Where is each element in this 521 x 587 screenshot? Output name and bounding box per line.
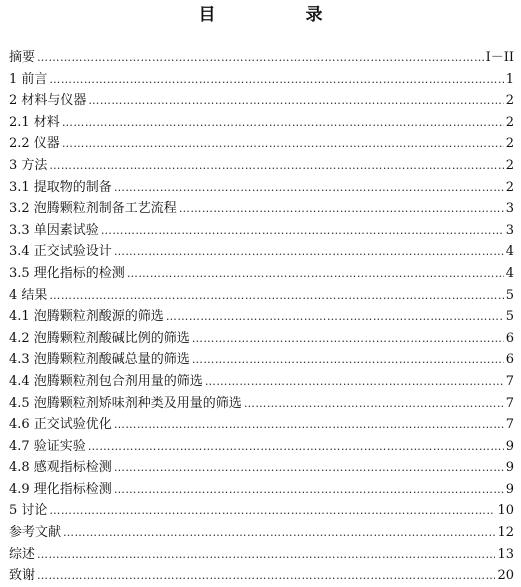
- dot-leader: [37, 544, 495, 566]
- dot-leader: [244, 393, 504, 415]
- toc-entry-page: 9: [505, 438, 514, 454]
- toc-entry-3-5: [9, 263, 514, 285]
- toc-entry-page: 4: [505, 244, 514, 260]
- toc-entry-label: 4.8 感观指标检测: [9, 460, 112, 476]
- toc-entry-page: 20: [497, 568, 514, 584]
- toc-entry-page: 2: [505, 179, 514, 195]
- toc-entry-3-4: [9, 241, 514, 263]
- dot-leader: [88, 90, 503, 112]
- toc-entry-acknowledgements: [9, 565, 514, 587]
- toc-entry-4-6: [9, 414, 514, 436]
- toc-entry-label: 4.2 泡腾颗粒剂酸碱比例的筛选: [9, 330, 190, 346]
- toc-entry-page: 5: [505, 287, 514, 303]
- toc-entry-label: 摘要: [9, 50, 36, 65]
- toc-entry-label: 4.1 泡腾颗粒剂酸源的筛选: [9, 309, 164, 325]
- toc-entry-page: 7: [505, 373, 514, 389]
- toc-entry-label: 综述: [9, 546, 36, 562]
- toc-entry-page: 6: [505, 330, 514, 346]
- toc-entry-page: I－II: [485, 50, 514, 65]
- toc-entry-page: 9: [505, 481, 514, 497]
- toc-entry-4-9: [9, 479, 514, 501]
- toc-entry-label: 3.2 泡腾颗粒剂制备工艺流程: [9, 201, 177, 217]
- toc-entry-3-3: [9, 220, 514, 242]
- toc-entry-5: [9, 500, 514, 522]
- dot-leader: [114, 177, 504, 199]
- toc-entry-page: 7: [505, 395, 514, 411]
- toc-entry-4-2: [9, 328, 514, 350]
- toc-entry-references: [9, 522, 514, 544]
- toc-entry-4-5: [9, 393, 514, 415]
- toc-entry-label: 2 材料与仪器: [9, 93, 87, 109]
- toc-entry-page: 1: [505, 71, 514, 87]
- toc-entry-label: 3.5 理化指标的检测: [9, 265, 125, 281]
- dot-leader: [62, 112, 504, 134]
- dot-leader: [49, 155, 503, 177]
- toc-entry-label: 3.3 单因素试验: [9, 222, 99, 238]
- toc-entry-label: 4.6 正交试验优化: [9, 417, 112, 433]
- toc-entry-page: 2: [505, 136, 514, 152]
- toc-entry-label: 3.4 正交试验设计: [9, 244, 112, 260]
- toc-entry-4-8: [9, 457, 514, 479]
- toc-entry-4-1: [9, 306, 514, 328]
- toc-entry-2-2: [9, 133, 514, 155]
- toc-list: [9, 47, 514, 587]
- toc-entry-2-1: [9, 112, 514, 134]
- toc-entry-label: 3 方法: [9, 157, 48, 173]
- dot-leader: [63, 522, 495, 544]
- toc-entry-4-7: [9, 436, 514, 458]
- toc-entry-4-3: [9, 349, 514, 371]
- toc-entry-page: 6: [505, 352, 514, 368]
- dot-leader: [101, 220, 504, 242]
- toc-entry-3: [9, 155, 514, 177]
- toc-entry-review: [9, 544, 514, 566]
- toc-entry-label: 4 结果: [9, 287, 48, 303]
- dot-leader: [114, 241, 504, 263]
- dot-leader: [88, 436, 504, 458]
- toc-entry-page: 4: [505, 265, 514, 281]
- toc-entry-page: 5: [505, 309, 514, 325]
- toc-entry-4: [9, 285, 514, 307]
- dot-leader: [37, 47, 484, 69]
- toc-entry-label: 参考文献: [9, 525, 62, 541]
- toc-entry-page: 7: [505, 417, 514, 433]
- toc-entry-label: 4.5 泡腾颗粒剂矫味剂种类及用量的筛选: [9, 395, 242, 411]
- dot-leader: [205, 371, 504, 393]
- toc-entry-label: 致谢: [9, 568, 36, 584]
- toc-entry-label: 2.1 材料: [9, 114, 60, 130]
- toc-entry-label: 4.7 验证实验: [9, 438, 86, 454]
- toc-entry-4-4: [9, 371, 514, 393]
- toc-entry-label: 4.3 泡腾颗粒剂酸碱总量的筛选: [9, 352, 190, 368]
- dot-leader: [49, 285, 503, 307]
- dot-leader: [114, 414, 504, 436]
- dot-leader: [179, 198, 504, 220]
- dot-leader: [192, 328, 504, 350]
- dot-leader: [37, 565, 495, 587]
- toc-entry-page: 2: [505, 157, 514, 173]
- toc-entry-page: 3: [505, 222, 514, 238]
- toc-entry-label: 4.9 理化指标检测: [9, 481, 112, 497]
- toc-entry-3-1: [9, 177, 514, 199]
- dot-leader: [49, 69, 503, 91]
- toc-entry-page: 2: [505, 93, 514, 109]
- dot-leader: [127, 263, 504, 285]
- dot-leader: [166, 306, 504, 328]
- toc-entry-2: [9, 90, 514, 112]
- toc-entry-abstract: [9, 47, 514, 69]
- toc-entry-page: 10: [497, 503, 514, 519]
- toc-entry-3-2: [9, 198, 514, 220]
- toc-entry-label: 2.2 仪器: [9, 136, 60, 152]
- dot-leader: [49, 500, 495, 522]
- toc-entry-label: 4.4 泡腾颗粒剂包合剂用量的筛选: [9, 373, 203, 389]
- dot-leader: [192, 349, 504, 371]
- toc-entry-label: 5 讨论: [9, 503, 48, 519]
- toc-entry-1: [9, 69, 514, 91]
- dot-leader: [114, 479, 504, 501]
- dot-leader: [62, 133, 504, 155]
- toc-entry-label: 1 前言: [9, 71, 48, 87]
- toc-entry-page: 2: [505, 114, 514, 130]
- toc-entry-page: 9: [505, 460, 514, 476]
- toc-title: 目 录: [198, 5, 365, 25]
- toc-entry-label: 3.1 提取物的制备: [9, 179, 112, 195]
- toc-entry-page: 13: [497, 546, 514, 562]
- toc-entry-page: 12: [497, 525, 514, 541]
- dot-leader: [114, 457, 504, 479]
- toc-entry-page: 3: [505, 201, 514, 217]
